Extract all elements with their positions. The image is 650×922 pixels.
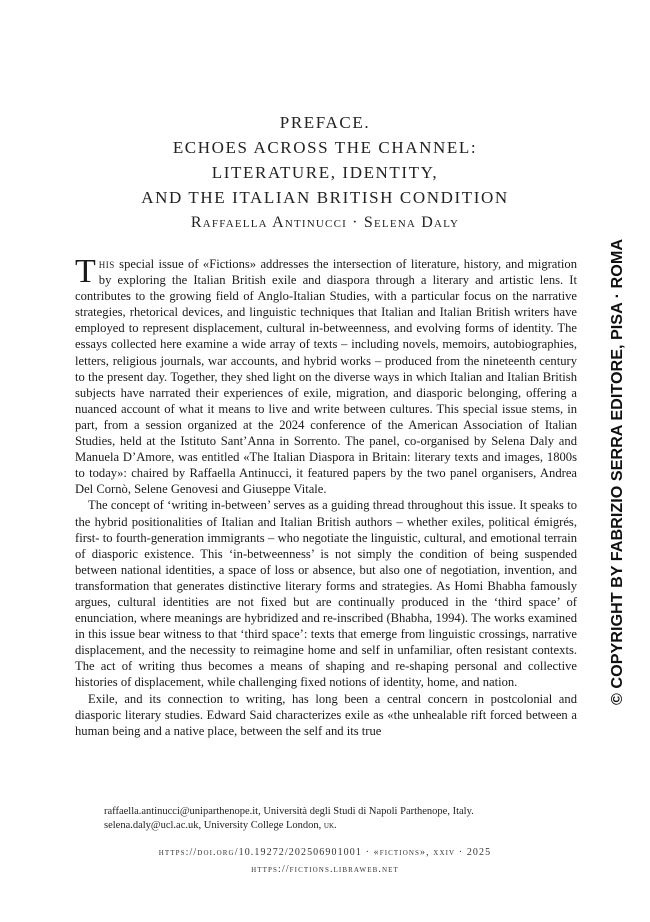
doi-link[interactable]: https://doi.org/10.19272/202506901001 · «fictions», xxiv · 2025	[158, 847, 492, 858]
doi-footer	[0, 844, 650, 878]
footnote-daly-text: selena.daly@ucl.ac.uk, University College London,	[104, 820, 324, 831]
paragraph-1	[75, 253, 577, 497]
article-authors: Raffaella Antinucci · Selena Daly	[190, 214, 460, 231]
title-line-2: ECHOES ACROSS THE CHANNEL:	[172, 138, 478, 157]
footnote-daly-country: uk	[323, 820, 335, 831]
author-footnotes	[104, 805, 574, 833]
paragraph-2: The concept of ‘writing in-between’ serves as a guiding thread throughout this issue. It speaks to the hybrid positionalities of Italian and Italian British authors – whether exiles, political émigrés, first- to fourth-generation immigrants – who negotiate the linguistic, cultural, and emotional terrain of diasporic existence. This ‘in-betweenness’ is not simply the condition of being suspended between national identities, a space of loss or absence, but also one of negotiation, invention, and transformation that generates distinctive literary forms and strategies. As Homi Bhabha famously argues, cultural identities are not fixed but are continually produced in the ‘third space’ of enunciation, where meanings are hybridized and re-inscribed (Bhabha, 1994). The works examined in this issue bear witness to that ‘third space’: texts that emerge from linguistic crossings, narrative displacement, and the necessity to reimagine home and self in unfamiliar, often resistant contexts. The act of writing thus becomes a means of shaping and re-shaping personal and collective histories of displacement, while challenging fixed notions of identity, home, and nation.	[75, 498, 577, 690]
journal-url[interactable]: https://fictions.libraweb.net	[251, 864, 399, 875]
lead-small-caps: his	[98, 257, 115, 271]
paragraph-1-text: special issue of «Fictions» addresses the intersection of literature, history, and migration by exploring the Italian British exile and diaspora through a literary and artistic lens. It contributes to the growing field of Anglo-Italian Studies, with a particular focus on the narrative strategies, rhetorical devices, and linguistic techniques that Italian and Italian British writers have employed to represent displacement, cultural in-betweenness, and evolving forms of identity. The essays collected here examine a wide array of texts – including novels, memoirs, autobiographies, letters, religious journals, war accounts, and hybrid works – produced from the nineteenth century to the present day. Together, they shed light on the diverse ways in which Italian and Italian British subjects have narrated their experiences of exile, migration, and diasporic belonging, offering a nuanced account of what it means to live and write between cultures. This special issue stems, in part, from a session organized at the 2024 conference of the American Association of Italian Studies, held at the Istituto Sant’Anna in Sorrento. The panel, co-organised by Selena Daly and Manuela D’Amore, was entitled «The Italian Diaspora in Britain: literary texts and images, 1800s to today»: chaired by Raffaella Antinucci, it featured papers by the two panel organisers, Andrea Del Cornò, Selene Genovesi and Giuseppe Vitale.	[75, 257, 577, 497]
footnote-daly	[104, 819, 574, 833]
footnote-antinucci: raffaella.antinucci@uniparthenope.it, Università degli Studi di Napoli Parthenope, Italy.	[104, 806, 474, 817]
title-line-1: PREFACE.	[279, 113, 371, 132]
paragraph-3: Exile, and its connection to writing, has long been a central concern in postcolonial and diasporic literary studies. Edward Said characterizes exile as «the unhealable rift forced between a human being and a native place, between the self and its true	[75, 691, 577, 738]
footnote-daly-end: .	[334, 820, 337, 831]
article-title	[0, 110, 650, 210]
copyright-notice: © COPYRIGHT BY FABRIZIO SERRA EDITORE, PISA · ROMA	[609, 244, 626, 705]
copyright-sideband	[596, 237, 636, 705]
article-body	[75, 253, 577, 739]
drop-cap: T	[75, 253, 96, 290]
title-line-3: LITERATURE, IDENTITY,	[211, 163, 439, 182]
title-line-4: AND THE ITALIAN BRITISH CONDITION	[141, 188, 509, 207]
